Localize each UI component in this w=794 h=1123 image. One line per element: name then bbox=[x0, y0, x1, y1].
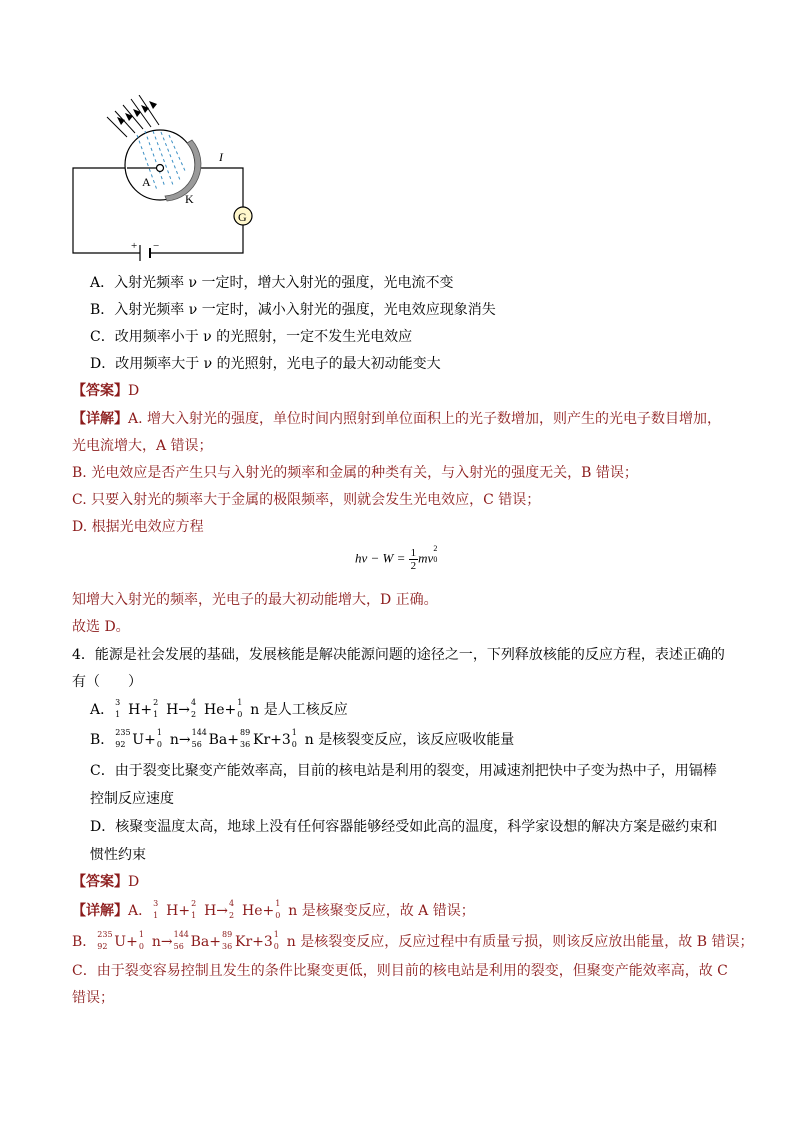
nuclide-he4: 4 2 bbox=[229, 899, 235, 920]
plus-sign: + bbox=[270, 732, 282, 748]
formula-num: 1 bbox=[410, 547, 417, 559]
q4-detail-b bbox=[72, 932, 753, 952]
nuclide-n1: 1 0 bbox=[156, 728, 162, 749]
detail-prefix: A． bbox=[128, 903, 153, 919]
nuclide-symbol: H bbox=[128, 702, 141, 718]
reaction-arrow: → bbox=[216, 903, 229, 919]
nuclide-h3: 3 1 bbox=[115, 698, 121, 719]
nuclide-kr89: 89 36 bbox=[221, 930, 233, 951]
plus-sign: + bbox=[140, 702, 153, 718]
nuclide-h2: 2 1 bbox=[153, 698, 159, 719]
plus-sign: + bbox=[252, 934, 264, 950]
q4-detail-c2: 错误； bbox=[72, 990, 114, 1006]
plus-sign: + bbox=[144, 732, 156, 748]
incident-ray bbox=[139, 95, 159, 125]
formula-sub: 0 bbox=[433, 555, 438, 565]
q3-detail-b: B. 光电效应是否产生只与入射光的频率和金属的种类有关，与入射光的强度无关，B 错误； bbox=[72, 465, 638, 481]
ray-arrowhead bbox=[141, 105, 149, 113]
plus-sign: + bbox=[227, 732, 239, 748]
nuclide-symbol: H bbox=[166, 903, 179, 919]
q4-option-a bbox=[90, 700, 348, 720]
answer-value: D bbox=[128, 383, 140, 399]
coefficient: 3 bbox=[281, 732, 291, 748]
plus-sign: + bbox=[209, 934, 221, 950]
nuclide-symbol: U bbox=[132, 732, 145, 748]
cathode-label: K bbox=[185, 192, 194, 206]
photoelectric-equation bbox=[355, 544, 439, 572]
q3-detail-c: C. 只要入射光的频率大于金属的极限频率，则就会发生光电效应，C 错误； bbox=[72, 492, 541, 508]
nuclide-n1: 1 0 bbox=[237, 698, 243, 719]
nuclide-n1: 1 0 bbox=[275, 899, 281, 920]
detail-suffix: n 是核裂变反应，反应过程中有质量亏损，则该反应放出能量，故 B 错误； bbox=[286, 934, 754, 950]
detail-suffix: n 是核聚变反应，故 A 错误； bbox=[288, 903, 475, 919]
ray-arrowhead bbox=[149, 101, 157, 109]
nuclide-ba144: 144 56 bbox=[191, 728, 207, 749]
battery-minus-label: − bbox=[153, 240, 160, 252]
anode-a bbox=[157, 165, 164, 172]
plus-sign: + bbox=[126, 934, 138, 950]
ray-arrowhead bbox=[133, 109, 141, 117]
nuclide-n1: 1 0 bbox=[291, 728, 297, 749]
nuclide-symbol: n bbox=[169, 732, 179, 748]
option-suffix: n 是核裂变反应，该反应吸收能量 bbox=[304, 732, 515, 748]
nuclide-symbol: U bbox=[114, 934, 127, 950]
nuclide-symbol: n bbox=[151, 934, 161, 950]
current-label: I bbox=[219, 150, 223, 164]
nuclide-symbol: Ba bbox=[190, 934, 210, 950]
option-suffix: n 是人工核反应 bbox=[250, 702, 348, 718]
reaction-arrow: → bbox=[178, 702, 191, 718]
nuclide-symbol: He bbox=[204, 702, 225, 718]
formula-sup: 2 bbox=[433, 544, 438, 554]
incident-ray bbox=[131, 99, 151, 127]
detail-text: A. 增大入射光的强度，单位时间内照射到单位面积上的光子数增加，则产生的光电子数目增加， bbox=[128, 411, 722, 427]
coefficient: 3 bbox=[263, 934, 273, 950]
incident-ray bbox=[115, 111, 135, 133]
formula-den: 2 bbox=[410, 560, 417, 572]
nuclide-u235: 235 92 bbox=[97, 930, 113, 951]
incident-ray bbox=[123, 105, 143, 129]
nuclide-symbol: Kr bbox=[252, 732, 271, 748]
nuclide-symbol: He bbox=[242, 903, 263, 919]
q3-detail-a1 bbox=[72, 409, 721, 429]
detail-tag: 【详解】 bbox=[72, 903, 128, 919]
q3-detail-a2: 光电流增大，A 错误； bbox=[72, 438, 213, 454]
nuclide-h2: 2 1 bbox=[191, 899, 197, 920]
ray-arrowhead bbox=[125, 113, 133, 121]
nuclide-h3: 3 1 bbox=[153, 899, 159, 920]
q4-answer bbox=[72, 872, 139, 892]
q4-option-d2: 惯性约束 bbox=[90, 847, 146, 863]
q3-answer bbox=[72, 381, 139, 401]
plus-sign: + bbox=[224, 702, 237, 718]
q4-option-c1: C．由于裂变比聚变产能效率高，目前的核电站是利用的裂变，用减速剂把快中子变为热中子，用镉棒 bbox=[90, 763, 717, 779]
nuclide-symbol: H bbox=[204, 903, 217, 919]
answer-tag: 【答案】 bbox=[72, 383, 128, 399]
q4-stem-line1: 4．能源是社会发展的基础，发展核能是解决能源问题的途径之一，下列释放核能的反应方程，表述正确的 bbox=[72, 647, 725, 663]
nuclide-kr89: 89 36 bbox=[239, 728, 251, 749]
q3-conclusion: 知增大入射光的频率，光电子的最大初动能增大，D 正确。 bbox=[72, 592, 438, 608]
nuclide-u235: 235 92 bbox=[115, 728, 131, 749]
q3-detail-d: D. 根据光电效应方程 bbox=[72, 519, 204, 535]
anode-label: A bbox=[142, 175, 151, 189]
plus-sign: + bbox=[178, 903, 191, 919]
formula-right: mv bbox=[418, 550, 434, 566]
nuclide-symbol: Kr bbox=[234, 934, 253, 950]
galvanometer-label: G bbox=[238, 210, 247, 224]
nuclide-symbol: Ba bbox=[208, 732, 228, 748]
detail-prefix: B． bbox=[72, 934, 97, 950]
q4-option-b bbox=[90, 730, 514, 750]
battery-plus-label: + bbox=[131, 240, 138, 252]
formula-left: hν − W = bbox=[355, 550, 406, 566]
circuit-wire bbox=[150, 225, 243, 253]
reaction-arrow: → bbox=[160, 934, 173, 950]
q4-stem-line2: 有（ ） bbox=[72, 674, 142, 690]
q3-option-a: A．入射光频率 ν 一定时，增大入射光的强度，光电流不变 bbox=[90, 275, 454, 291]
q3-choose: 故选 D。 bbox=[72, 619, 130, 635]
q3-option-b: B．入射光频率 ν 一定时，减小入射光的强度，光电效应现象消失 bbox=[90, 302, 496, 318]
q4-detail-c1: C．由于裂变容易控制且发生的条件比聚变更低，则目前的核电站是利用的裂变，但聚变产能效率高，故 C bbox=[72, 963, 728, 979]
photoelectric-circuit-diagram bbox=[65, 95, 265, 265]
plus-sign: + bbox=[262, 903, 275, 919]
answer-tag: 【答案】 bbox=[72, 874, 128, 890]
reaction-arrow: → bbox=[178, 732, 191, 748]
q4-detail-a bbox=[72, 901, 475, 921]
answer-value: D bbox=[128, 874, 140, 890]
nuclide-n1: 1 0 bbox=[273, 930, 279, 951]
option-prefix: A． bbox=[90, 702, 115, 718]
detail-tag: 【详解】 bbox=[72, 411, 128, 427]
formula-fraction bbox=[409, 547, 419, 572]
nuclide-n1: 1 0 bbox=[138, 930, 144, 951]
q4-option-c2: 控制反应速度 bbox=[90, 791, 174, 807]
option-prefix: B． bbox=[90, 732, 115, 748]
nuclide-ba144: 144 56 bbox=[173, 930, 189, 951]
nuclide-symbol: H bbox=[166, 702, 179, 718]
q3-option-c: C．改用频率小于 ν 的光照射，一定不发生光电效应 bbox=[90, 329, 413, 345]
q3-option-d: D．改用频率大于 ν 的光照射，光电子的最大初动能变大 bbox=[90, 356, 441, 372]
q4-option-d1: D．核聚变温度太高，地球上没有任何容器能够经受如此高的温度，科学家设想的解决方案是磁约束和 bbox=[90, 819, 718, 835]
nuclide-he4: 4 2 bbox=[191, 698, 197, 719]
